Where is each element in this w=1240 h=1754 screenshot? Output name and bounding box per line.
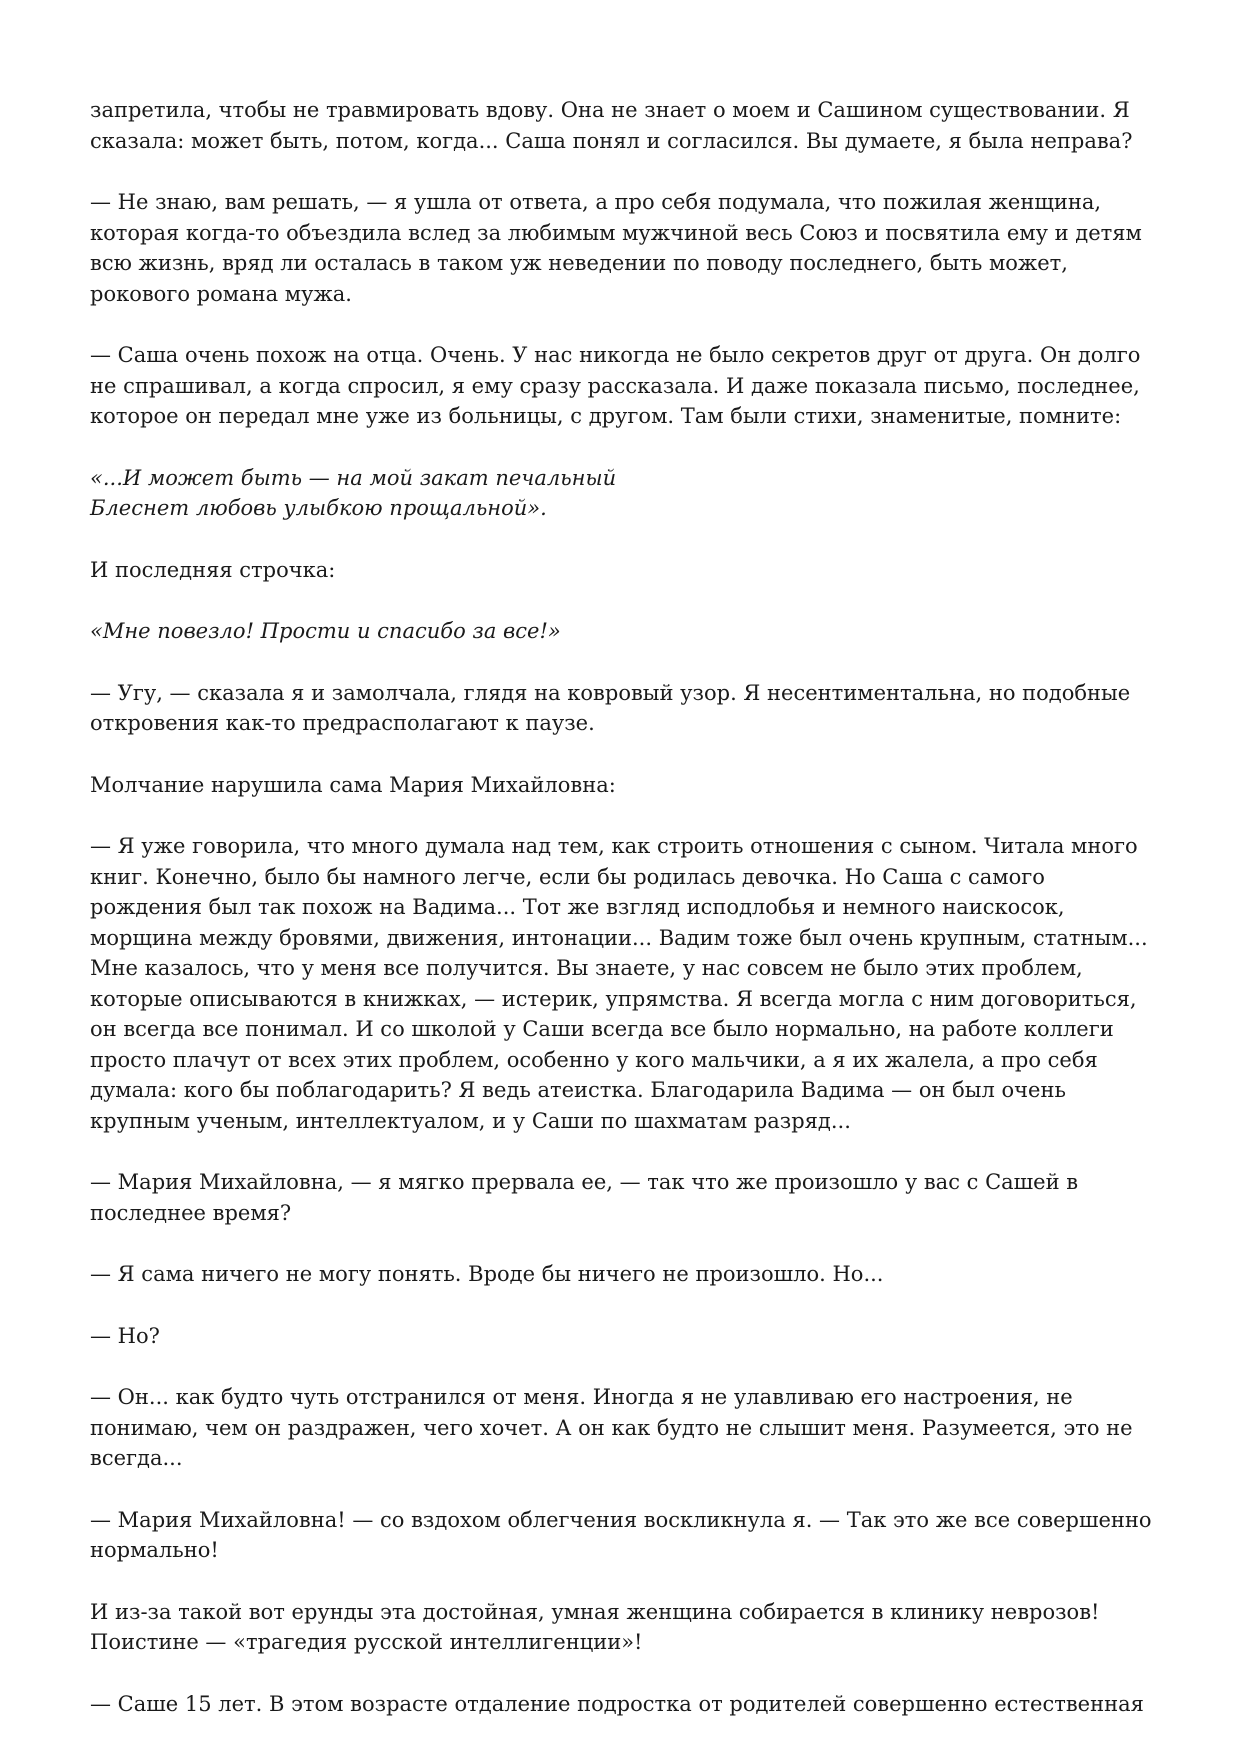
paragraph: — Угу, — сказала я и замолчала, глядя на ковровый узор. Я несентиментальна, но подобные откровения как-то предрасполагают к паузе. bbox=[90, 680, 1131, 735]
paragraph: И из-за такой вот ерунды эта достойная, умная женщина собирается в клинику неврозов! Поистине — «трагедия русской интеллигенции»! bbox=[90, 1599, 1100, 1654]
poem-quote bbox=[90, 463, 1160, 524]
paragraph: — Саше 15 лет. В этом возрасте отдаление подростка от родителей совершенно естественная bbox=[90, 1691, 1144, 1716]
paragraph: — Я уже говорила, что много думала над тем, как строить отношения с сыном. Читала много книг. Конечно, было бы намного легче, если бы родилась девочка. Но Саша с самого рождения был так похож на Вадима... Тот же взгляд исподлобья и немного наискосок, морщина между бровями, движения, интонации... Вадим тоже был очень крупным, статным... Мне казалось, что у меня все получится. Вы знаете, у нас совсем не было этих проблем, которые описываются в книжках, — истерик, упрямства. Я всегда могла с ним договориться, он всегда все понимал. И со школой у Саши всегда все было нормально, на работе коллеги просто плачут от всех этих проблем, особенно у кого мальчики, а я их жалела, а про себя думала: кого бы поблагодарить? Я ведь атеистка. Благодарила Вадима — он был очень крупным ученым, интеллектуалом, и у Саши по шахматам разряд... bbox=[90, 834, 1148, 1133]
paragraph: — Мария Михайловна! — со вздохом облегчения воскликнула я. — Так это же все совершенно нормально! bbox=[90, 1507, 1152, 1562]
poem-line: «...И может быть — на мой закат печальный bbox=[90, 465, 617, 490]
paragraph: Молчание нарушила сама Мария Михайловна: bbox=[90, 772, 616, 797]
poem-line: Блеснет любовь улыбкою прощальной». bbox=[90, 496, 547, 520]
paragraph: — Он... как будто чуть отстранился от меня. Иногда я не улавливаю его настроения, не понимаю, чем он раздражен, чего хочет. А он как будто не слышит меня. Разумеется, это не всегда... bbox=[90, 1385, 1133, 1470]
paragraph: — Саша очень похож на отца. Очень. У нас никогда не было секретов друг от друга. Он долго не спрашивал, а когда спросил, я ему сразу рассказала. И даже показала письмо, последнее, которое он передал мне уже из больницы, с другом. Там были стихи, знаменитые, помните: bbox=[90, 343, 1141, 428]
paragraph: — Мария Михайловна, — я мягко прервала ее, — так что же произошло у вас с Сашей в последнее время? bbox=[90, 1170, 1079, 1225]
quote-line: «Мне повезло! Прости и спасибо за все!» bbox=[90, 619, 561, 643]
paragraph: И последняя строчка: bbox=[90, 557, 336, 582]
paragraph: — Я сама ничего не могу понять. Вроде бы ничего не произошло. Но... bbox=[90, 1262, 884, 1286]
paragraph: — Но? bbox=[90, 1323, 160, 1348]
paragraph: запретила, чтобы не травмировать вдову. Она не знает о моем и Сашином существовании. Я сказала: может быть, потом, когда... Саша понял и согласился. Вы думаете, я была неправа? bbox=[90, 98, 1133, 153]
paragraph: — Не знаю, вам решать, — я ушла от ответа, а про себя подумала, что пожилая женщина, которая когда-то объездила вслед за любимым мужчиной весь Союз и посвятила ему и детям всю жизнь, вряд ли осталась в таком уж неведении по поводу последнего, быть может, рокового романа мужа. bbox=[90, 190, 1142, 306]
